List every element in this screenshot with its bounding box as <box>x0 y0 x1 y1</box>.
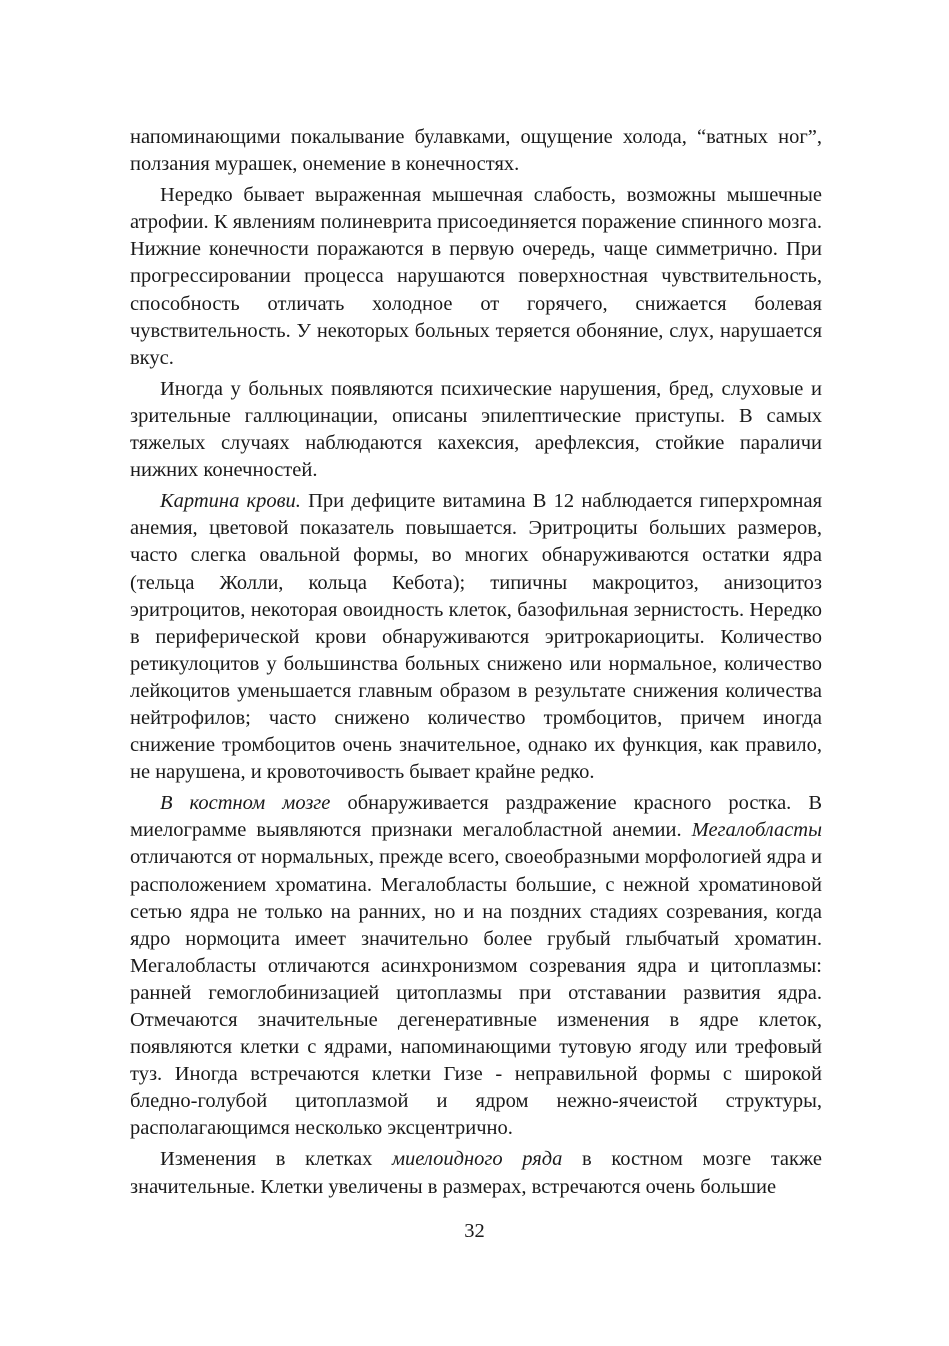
paragraph-text: Изменения в клетках <box>160 1148 392 1171</box>
paragraph-text: в костном мозге также значительные. Клетки увеличены в размерах, встречаются очень большие <box>130 1148 822 1198</box>
paragraph-text: Нередко бывает выраженная мышечная слабость, возможны мышечные атрофии. К явлениям полиневрита присоединяется поражение спинного мозга. Нижние конечности поражаются в первую очередь, чаще симметрично. При прогрессировании процесса нарушаются поверхностная чувствительность, способность отличать холодное от горячего, снижается болевая чувствительность. У некоторых больных теряется обоняние, слух, нарушается вкус. <box>130 184 822 369</box>
paragraph-1 <box>130 124 822 178</box>
paragraph-6 <box>130 1146 822 1200</box>
section-heading-blood-picture: Картина крови. <box>160 490 301 513</box>
paragraph-5 <box>130 790 822 1142</box>
page-number: 32 <box>464 1220 485 1242</box>
paragraph-text: обнаруживается раздражение красного ростка. В миелограмме выявляются признаки мегалобластной анемии. <box>130 792 823 842</box>
page-body <box>130 124 822 1205</box>
term-myeloid-series: миелоидного ряда <box>391 1148 563 1171</box>
paragraph-3 <box>130 376 822 484</box>
term-megaloblasts: Мегалобласты <box>691 819 822 842</box>
paragraph-text: отличаются от нормальных, прежде всего, своеобразными морфологией ядра и расположением хроматина. Мегалобласты большие, с нежной хроматиновой сетью ядра не только на ранних, но и на поздних стадиях созревания, когда ядро нормоцита имеет значительно более грубый глыбчатый хроматин. Мегалобласты отличаются асинхронизмом созревания ядра и цитоплазмы: ранней гемоглобинизацией цитоплазмы при отставании развития ядра. Отмечаются значительные дегенеративные изменения в ядре клеток, появляются клетки с ядрами, напоминающими тутовую ягоду или трефовый туз. Иногда встречаются клетки Гизе - неправильной формы с широкой бледно-голубой цитоплазмой и ядром нежно-ячеистой структуры, располагающимся несколько эксцентрично. <box>130 846 822 1140</box>
paragraph-4 <box>130 488 822 786</box>
paragraph-text: напоминающими покалывание булавками, ощущение холода, “ватных ног”, ползания мурашек, онемение в конечностях. <box>130 126 822 176</box>
paragraph-text: Иногда у больных появляются психические нарушения, бред, слуховые и зрительные галлюцинации, описаны эпилептические приступы. В самых тяжелых случаях наблюдаются кахексия, арефлексия, стойкие параличи нижних конечностей. <box>130 377 822 482</box>
paragraph-text: При дефиците витамина В 12 наблюдается гиперхромная анемия, цветовой показатель повышается. Эритроциты больших размеров, часто слегка овальной формы, во многих обнаруживаются остатки ядра (тельца Жолли, кольца Кебота); типичны макроцитоз, анизоцитоз эритроцитов, некоторая овоидность клеток, базофильная зернистость. Нередко в периферической крови обнаруживаются эритрокариоциты. Количество ретикулоцитов у большинства больных снижено или нормальное, количество лейкоцитов уменьшается главным образом в результате снижения количества нейтрофилов; часто снижено количество тромбоцитов, причем иногда снижение тромбоцитов очень значительное, однако их функция, как правило, не нарушена, и кровоточивость бывает крайне редко. <box>130 490 822 784</box>
paragraph-2 <box>130 182 822 372</box>
section-heading-bone-marrow: В костном мозге <box>160 792 331 815</box>
